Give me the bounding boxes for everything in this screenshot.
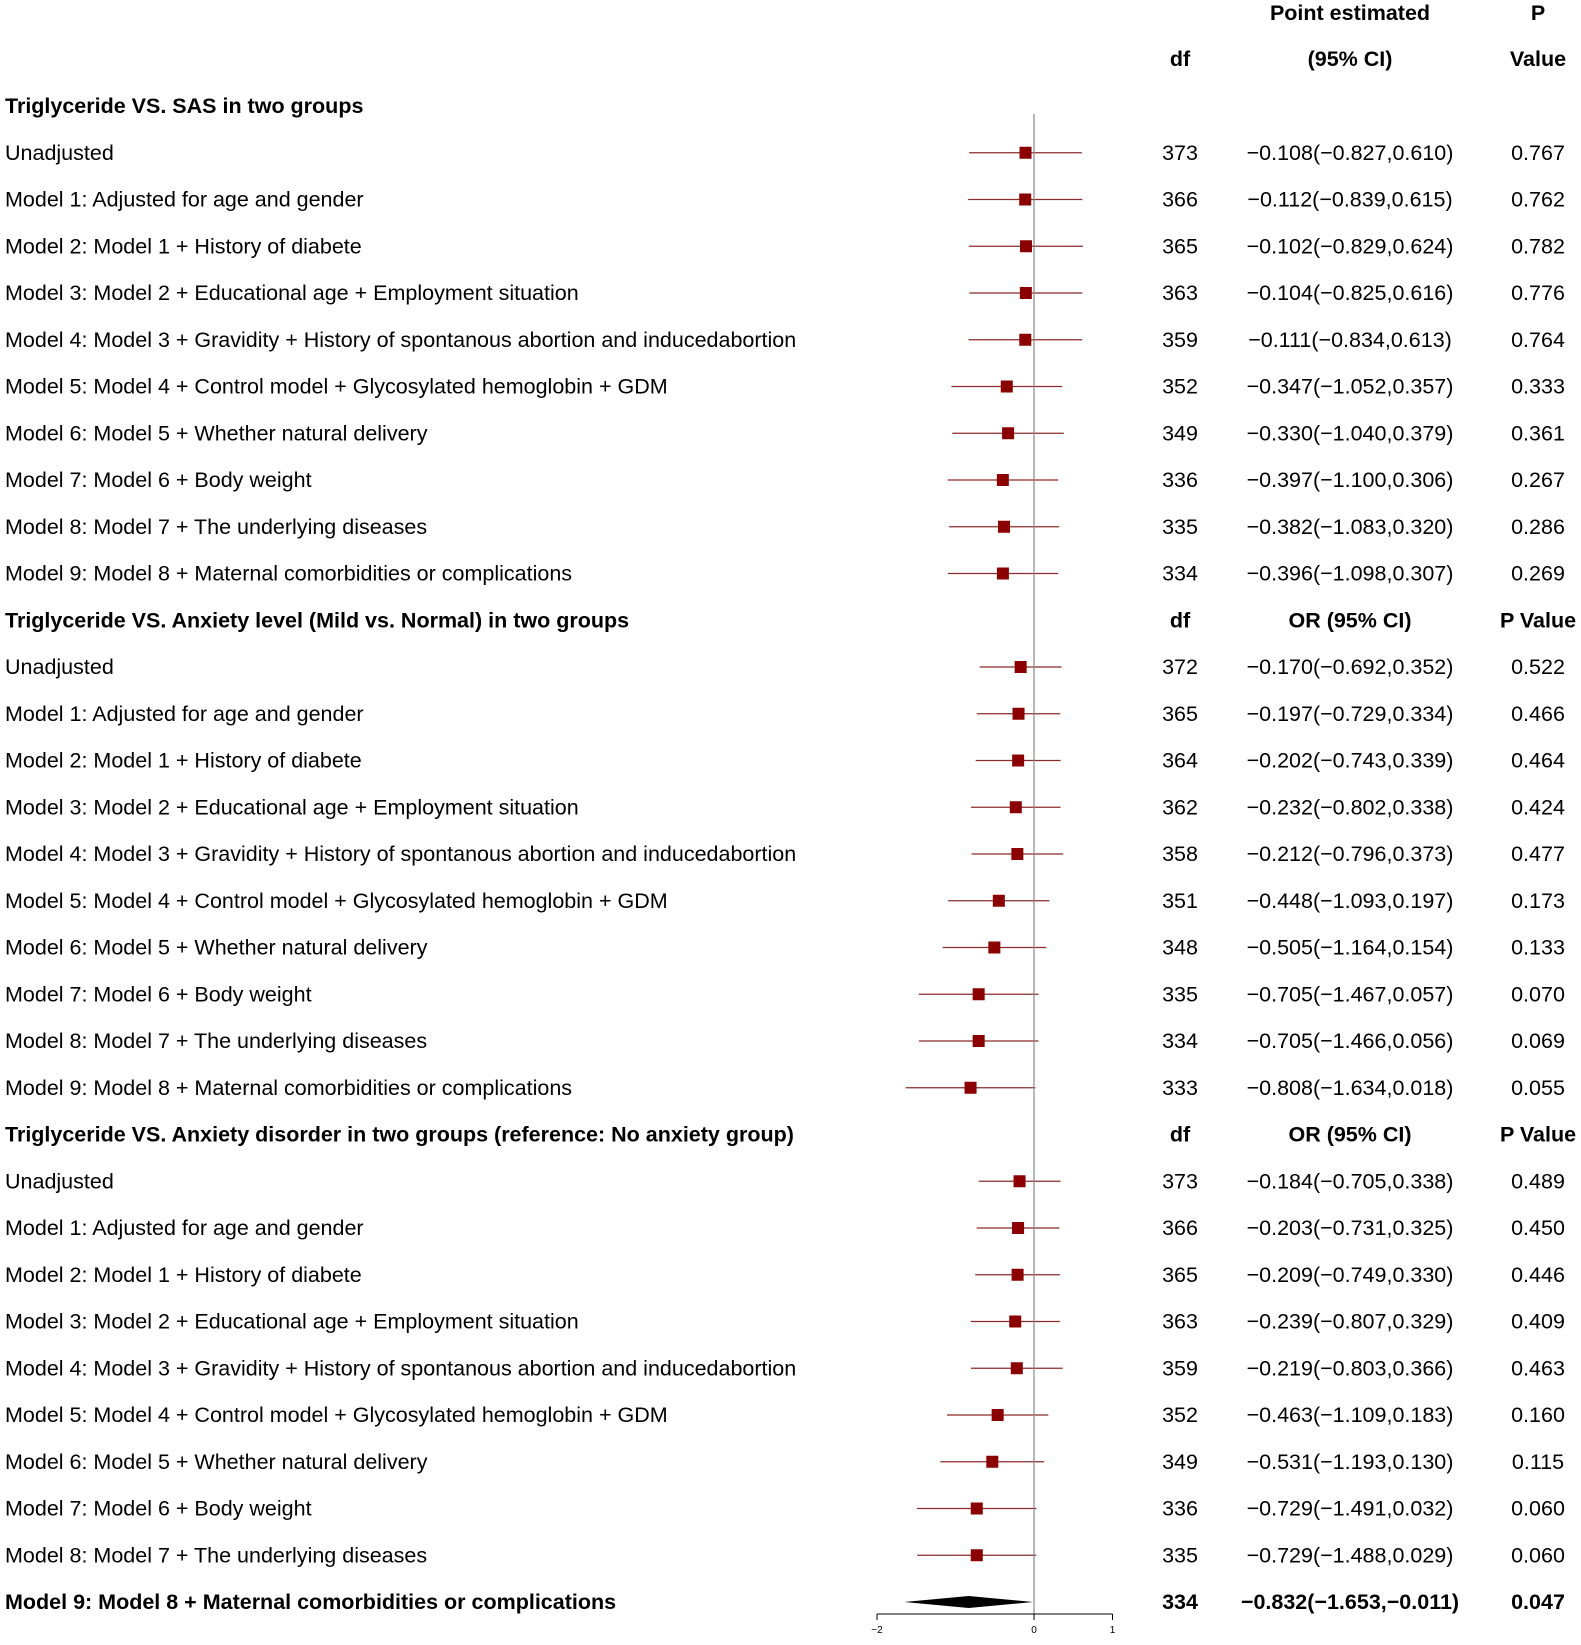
point-marker bbox=[1014, 1175, 1026, 1187]
point-marker bbox=[973, 988, 985, 1000]
point-marker bbox=[1002, 427, 1014, 439]
row-p-value: 0.160 bbox=[1511, 1403, 1565, 1427]
row-df: 363 bbox=[1162, 1309, 1198, 1334]
row-df: 349 bbox=[1162, 421, 1198, 446]
row-estimate-ci: −0.102(−0.829,0.624) bbox=[1246, 234, 1454, 259]
row-p-value: 0.776 bbox=[1511, 281, 1565, 305]
row-label: Model 1: Adjusted for age and gender bbox=[5, 701, 364, 726]
point-marker bbox=[997, 474, 1009, 486]
row-df: 366 bbox=[1162, 1216, 1198, 1240]
row-estimate-ci: −0.396(−1.098,0.307) bbox=[1246, 561, 1454, 586]
row-estimate-ci: −0.505(−1.164,0.154) bbox=[1246, 935, 1454, 960]
row-df: 359 bbox=[1162, 1356, 1198, 1381]
point-marker bbox=[1012, 1269, 1024, 1281]
row-df: 336 bbox=[1162, 1496, 1198, 1521]
row-df: 336 bbox=[1162, 468, 1198, 492]
point-marker bbox=[1011, 848, 1023, 860]
row-df: 335 bbox=[1162, 514, 1198, 539]
header-estimate-line1: Point estimated bbox=[1269, 1, 1431, 25]
row-label: Model 5: Model 4 + Control model + Glycosylated hemoglobin + GDM bbox=[5, 374, 668, 399]
row-label: Model 4: Model 3 + Gravidity + History of spontanous abortion and inducedabortion bbox=[5, 842, 797, 866]
x-tick-label: 1 bbox=[1109, 1625, 1116, 1636]
row-label: Model 9: Model 8 + Maternal comorbidities or complications bbox=[5, 561, 573, 586]
row-df: 364 bbox=[1162, 748, 1198, 773]
row-estimate-ci: −0.232(−0.802,0.338) bbox=[1246, 795, 1454, 820]
row-p-value: 0.762 bbox=[1511, 187, 1565, 212]
row-df: 335 bbox=[1162, 1543, 1198, 1568]
row-p-value: 0.070 bbox=[1511, 982, 1565, 1007]
row-p-value: 0.173 bbox=[1511, 888, 1565, 913]
row-df: 334 bbox=[1162, 1590, 1198, 1614]
summary-diamond bbox=[904, 1596, 1033, 1608]
row-label: Model 1: Adjusted for age and gender bbox=[5, 1216, 364, 1240]
row-p-value: 0.767 bbox=[1511, 140, 1565, 165]
row-label: Model 9: Model 8 + Maternal comorbidities or complications bbox=[5, 1590, 617, 1614]
point-marker bbox=[1020, 147, 1032, 159]
point-marker bbox=[1012, 1222, 1024, 1234]
row-p-value: 0.782 bbox=[1511, 234, 1565, 259]
point-marker bbox=[1019, 334, 1031, 346]
point-marker bbox=[997, 568, 1009, 580]
section-title: Triglyceride VS. SAS in two groups bbox=[5, 94, 364, 118]
section-header-p: P Value bbox=[1499, 608, 1577, 633]
section-header-df: df bbox=[1169, 1122, 1191, 1147]
row-df: 349 bbox=[1162, 1449, 1198, 1474]
row-estimate-ci: −0.347(−1.052,0.357) bbox=[1246, 374, 1454, 399]
row-estimate-ci: −0.209(−0.749,0.330) bbox=[1246, 1262, 1454, 1287]
point-marker bbox=[993, 895, 1005, 907]
row-estimate-ci: −0.239(−0.807,0.329) bbox=[1246, 1309, 1454, 1334]
row-label: Model 4: Model 3 + Gravidity + History of spontanous abortion and inducedabortion bbox=[5, 327, 797, 352]
row-estimate-ci: −0.705(−1.467,0.057) bbox=[1246, 982, 1454, 1007]
x-tick-label: −2 bbox=[871, 1625, 883, 1636]
header-p-line1: P bbox=[1530, 1, 1546, 25]
point-marker bbox=[973, 1035, 985, 1047]
row-p-value: 0.361 bbox=[1511, 421, 1565, 446]
row-estimate-ci: −0.531(−1.193,0.130) bbox=[1246, 1449, 1454, 1474]
row-label: Model 2: Model 1 + History of diabete bbox=[5, 1262, 362, 1287]
row-label: Model 4: Model 3 + Gravidity + History of spontanous abortion and inducedabortion bbox=[5, 1356, 797, 1381]
point-marker bbox=[1001, 381, 1013, 393]
point-marker bbox=[988, 942, 1000, 954]
row-p-value: 0.450 bbox=[1511, 1216, 1565, 1240]
row-df: 333 bbox=[1162, 1075, 1198, 1100]
point-marker bbox=[1011, 1362, 1023, 1374]
point-marker bbox=[1015, 661, 1027, 673]
row-estimate-ci: −0.111(−0.834,0.613) bbox=[1248, 327, 1452, 352]
row-p-value: 0.286 bbox=[1511, 514, 1565, 539]
row-p-value: 0.463 bbox=[1511, 1356, 1565, 1381]
row-p-value: 0.069 bbox=[1511, 1029, 1565, 1053]
row-df: 373 bbox=[1162, 1169, 1198, 1194]
row-label: Model 6: Model 5 + Whether natural delivery bbox=[5, 1449, 428, 1474]
point-marker bbox=[1019, 194, 1031, 206]
x-tick-label: 0 bbox=[1031, 1625, 1037, 1636]
row-p-value: 0.466 bbox=[1511, 701, 1565, 726]
header-df: df bbox=[1169, 47, 1191, 71]
row-df: 334 bbox=[1162, 1029, 1198, 1053]
row-estimate-ci: −0.184(−0.705,0.338) bbox=[1246, 1169, 1454, 1194]
row-p-value: 0.115 bbox=[1511, 1449, 1565, 1474]
row-p-value: 0.446 bbox=[1511, 1262, 1565, 1287]
row-df: 366 bbox=[1162, 187, 1198, 212]
row-df: 365 bbox=[1162, 234, 1198, 259]
header-p-line2: Value bbox=[1509, 47, 1567, 71]
row-p-value: 0.060 bbox=[1511, 1543, 1565, 1568]
row-df: 362 bbox=[1162, 795, 1198, 820]
row-p-value: 0.424 bbox=[1511, 795, 1565, 820]
row-label: Model 5: Model 4 + Control model + Glycosylated hemoglobin + GDM bbox=[5, 888, 668, 913]
row-estimate-ci: −0.219(−0.803,0.366) bbox=[1246, 1356, 1454, 1381]
point-marker bbox=[1012, 755, 1024, 767]
row-df: 351 bbox=[1162, 888, 1198, 913]
row-p-value: 0.522 bbox=[1511, 655, 1565, 679]
row-estimate-ci: −0.463(−1.109,0.183) bbox=[1246, 1403, 1454, 1427]
row-df: 373 bbox=[1162, 140, 1198, 165]
row-estimate-ci: −0.170(−0.692,0.352) bbox=[1246, 655, 1454, 679]
row-label: Model 6: Model 5 + Whether natural delivery bbox=[5, 421, 428, 446]
row-label: Model 3: Model 2 + Educational age + Employment situation bbox=[5, 281, 579, 305]
row-df: 335 bbox=[1162, 982, 1198, 1007]
row-label: Model 8: Model 7 + The underlying diseases bbox=[5, 1543, 428, 1568]
row-estimate-ci: −0.202(−0.743,0.339) bbox=[1246, 748, 1454, 773]
row-p-value: 0.047 bbox=[1511, 1590, 1565, 1614]
row-label: Model 7: Model 6 + Body weight bbox=[5, 468, 312, 492]
row-estimate-ci: −0.729(−1.488,0.029) bbox=[1246, 1543, 1454, 1568]
row-label: Model 2: Model 1 + History of diabete bbox=[5, 234, 362, 259]
row-label: Unadjusted bbox=[5, 140, 114, 165]
row-label: Model 7: Model 6 + Body weight bbox=[5, 1496, 312, 1521]
point-marker bbox=[971, 1549, 983, 1561]
row-df: 352 bbox=[1162, 374, 1198, 399]
row-p-value: 0.489 bbox=[1511, 1169, 1565, 1194]
row-estimate-ci: −0.705(−1.466,0.056) bbox=[1246, 1029, 1454, 1053]
point-marker bbox=[1009, 1316, 1021, 1328]
row-estimate-ci: −0.832(−1.653,−0.011) bbox=[1240, 1590, 1460, 1614]
row-label: Model 8: Model 7 + The underlying diseases bbox=[5, 1029, 428, 1053]
row-p-value: 0.269 bbox=[1511, 561, 1565, 586]
row-label: Model 1: Adjusted for age and gender bbox=[5, 187, 364, 212]
row-p-value: 0.055 bbox=[1511, 1075, 1565, 1100]
row-label: Model 2: Model 1 + History of diabete bbox=[5, 748, 362, 773]
row-df: 334 bbox=[1162, 561, 1198, 586]
row-p-value: 0.267 bbox=[1511, 468, 1565, 492]
row-estimate-ci: −0.448(−1.093,0.197) bbox=[1246, 888, 1454, 913]
section-header-p: P Value bbox=[1499, 1122, 1577, 1147]
row-label: Model 8: Model 7 + The underlying diseases bbox=[5, 514, 428, 539]
point-marker bbox=[971, 1503, 983, 1515]
row-estimate-ci: −0.212(−0.796,0.373) bbox=[1246, 842, 1454, 866]
row-p-value: 0.133 bbox=[1511, 935, 1565, 960]
row-df: 365 bbox=[1162, 1262, 1198, 1287]
point-marker bbox=[998, 521, 1010, 533]
row-label: Model 3: Model 2 + Educational age + Employment situation bbox=[5, 1309, 579, 1334]
section-title: Triglyceride VS. Anxiety disorder in two groups (reference: No anxiety group) bbox=[5, 1122, 794, 1147]
section-header-estimate: OR (95% CI) bbox=[1288, 608, 1412, 633]
row-estimate-ci: −0.104(−0.825,0.616) bbox=[1246, 281, 1454, 305]
point-marker bbox=[965, 1082, 977, 1094]
row-p-value: 0.464 bbox=[1511, 748, 1565, 773]
section-header-df: df bbox=[1169, 608, 1191, 633]
point-marker bbox=[1020, 287, 1032, 299]
row-p-value: 0.764 bbox=[1511, 327, 1565, 352]
row-label: Model 6: Model 5 + Whether natural delivery bbox=[5, 935, 428, 960]
row-estimate-ci: −0.808(−1.634,0.018) bbox=[1246, 1075, 1454, 1100]
row-p-value: 0.477 bbox=[1511, 842, 1565, 866]
row-p-value: 0.409 bbox=[1511, 1309, 1565, 1334]
point-marker bbox=[1013, 708, 1025, 720]
row-df: 358 bbox=[1162, 842, 1198, 866]
row-label: Model 3: Model 2 + Educational age + Employment situation bbox=[5, 795, 579, 820]
section-title: Triglyceride VS. Anxiety level (Mild vs. Normal) in two groups bbox=[5, 608, 630, 633]
row-p-value: 0.060 bbox=[1511, 1496, 1565, 1521]
row-label: Model 7: Model 6 + Body weight bbox=[5, 982, 312, 1007]
point-marker bbox=[992, 1409, 1004, 1421]
row-df: 363 bbox=[1162, 281, 1198, 305]
row-label: Unadjusted bbox=[5, 655, 114, 679]
row-df: 359 bbox=[1162, 327, 1198, 352]
row-label: Model 9: Model 8 + Maternal comorbidities or complications bbox=[5, 1075, 573, 1100]
row-estimate-ci: −0.112(−0.839,0.615) bbox=[1247, 187, 1453, 212]
section-header-estimate: OR (95% CI) bbox=[1288, 1122, 1412, 1147]
row-estimate-ci: −0.397(−1.100,0.306) bbox=[1246, 468, 1454, 492]
row-estimate-ci: −0.382(−1.083,0.320) bbox=[1246, 514, 1454, 539]
row-df: 348 bbox=[1162, 935, 1198, 960]
row-estimate-ci: −0.330(−1.040,0.379) bbox=[1246, 421, 1454, 446]
row-p-value: 0.333 bbox=[1511, 374, 1565, 399]
row-estimate-ci: −0.197(−0.729,0.334) bbox=[1246, 701, 1454, 726]
row-estimate-ci: −0.729(−1.491,0.032) bbox=[1246, 1496, 1454, 1521]
row-estimate-ci: −0.108(−0.827,0.610) bbox=[1246, 140, 1454, 165]
row-label: Unadjusted bbox=[5, 1169, 114, 1194]
point-marker bbox=[1020, 240, 1032, 252]
row-label: Model 5: Model 4 + Control model + Glycosylated hemoglobin + GDM bbox=[5, 1403, 668, 1427]
row-df: 352 bbox=[1162, 1403, 1198, 1427]
point-marker bbox=[1010, 801, 1022, 813]
row-df: 372 bbox=[1162, 655, 1198, 679]
row-df: 365 bbox=[1162, 701, 1198, 726]
point-marker bbox=[986, 1456, 998, 1468]
header-estimate-line2: (95% CI) bbox=[1307, 47, 1393, 71]
row-estimate-ci: −0.203(−0.731,0.325) bbox=[1246, 1216, 1454, 1240]
